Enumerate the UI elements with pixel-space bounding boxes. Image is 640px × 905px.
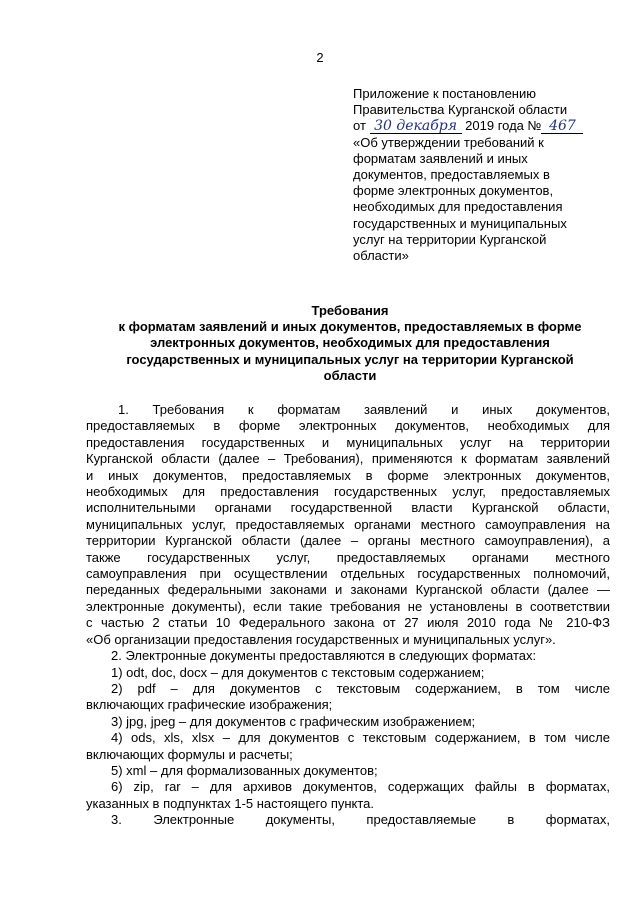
appendix-line: Правительства Курганской области [353, 102, 568, 118]
body-line: предоставления государственных и муниципальных услуг на территории [86, 434, 610, 450]
handwritten-date: 30 декабря [370, 120, 462, 134]
body-line: «Об организации предоставления государственных и муниципальных услуг». [86, 631, 556, 647]
body-line: также государственных услуг, предоставляемых органами местного [86, 549, 610, 565]
body-line: Курганской области (далее – Требования), применяются к форматам заявлений [86, 451, 610, 467]
body-line: 6) zip, rar – для архивов документов, содержащих файлы в форматах, [111, 779, 610, 795]
body-line: 2) pdf – для документов с текстовым содержанием, в том числе [111, 680, 610, 696]
body-line: переданных федеральными законами и законами Курганской области (далее — [86, 582, 610, 598]
appendix-line: документов, предоставляемых в [353, 167, 550, 183]
handwritten-number: 467 [541, 120, 583, 134]
body-line: 3) jpg, jpeg – для документов с графическим изображением; [111, 713, 476, 729]
date-prefix: от [353, 118, 366, 134]
appendix-line: области» [353, 248, 409, 264]
appendix-line: необходимых для предоставления [353, 199, 563, 215]
body-line: территории Курганской области (далее – органы местного самоуправления), а [86, 533, 610, 549]
appendix-line: форматам заявлений и иных [353, 150, 528, 166]
body-line: 2. Электронные документы предоставляются в следующих форматах: [111, 648, 537, 664]
appendix-date-line [353, 118, 623, 134]
body-line: электронные документы), если такие требования не установлены в соответствии [86, 598, 610, 614]
body-line: 5) xml – для формализованных документов; [111, 762, 378, 778]
body-line: указанных в подпунктах 1-5 настоящего пункта. [86, 795, 375, 811]
appendix-header [353, 86, 623, 264]
appendix-line: «Об утверждении требований к [353, 134, 544, 150]
title-line: Требования [311, 303, 389, 318]
document-title [60, 303, 640, 384]
body-line: муниципальных услуг, предоставляемых органами местного самоуправления на [86, 516, 610, 532]
body-line: 4) ods, xls, xlsx – для документов с текстовым содержанием, в том числе [111, 730, 610, 746]
page-number: 2 [316, 50, 324, 65]
date-mid: 2019 года № [465, 118, 542, 134]
appendix-line: форме электронных документов, [353, 183, 554, 199]
body-line: с частью 2 статьи 10 Федерального закона от 27 июля 2010 года № 210-ФЗ [86, 615, 610, 631]
document-body [86, 402, 610, 829]
appendix-line: государственных и муниципальных [353, 215, 567, 231]
appendix-line: Приложение к постановлению [353, 86, 536, 101]
body-line: самоуправления при осуществлении отдельных государственных полномочий, [86, 566, 610, 582]
appendix-line: услуг на территории Курганской [353, 231, 547, 247]
body-line: и иных документов, предоставляемых в форме электронных документов, [86, 467, 610, 483]
title-line: государственных и муниципальных услуг на территории Курганской [126, 351, 574, 367]
body-line: 1. Требования к форматам заявлений и иных документов, [118, 402, 610, 417]
title-line: к форматам заявлений и иных документов, предоставляемых в форме [118, 319, 582, 335]
body-line: 3. Электронные документы, предоставляемые в форматах, [111, 812, 610, 828]
body-line: исполнительными органами государственной власти Курганской области, [86, 500, 610, 516]
title-line: электронных документов, необходимых для предоставления [150, 335, 550, 351]
body-line: предоставляемых в форме электронных документов, необходимых для [86, 418, 610, 434]
body-line: включающих формулы и расчеты; [86, 746, 293, 762]
body-line: 1) odt, doc, docx – для документов с текстовым содержанием; [111, 664, 485, 680]
body-line: необходимых для предоставления государственных услуг, предоставляемых [86, 484, 610, 500]
body-line: включающих графические изображения; [86, 697, 333, 713]
title-line: области [323, 367, 377, 383]
